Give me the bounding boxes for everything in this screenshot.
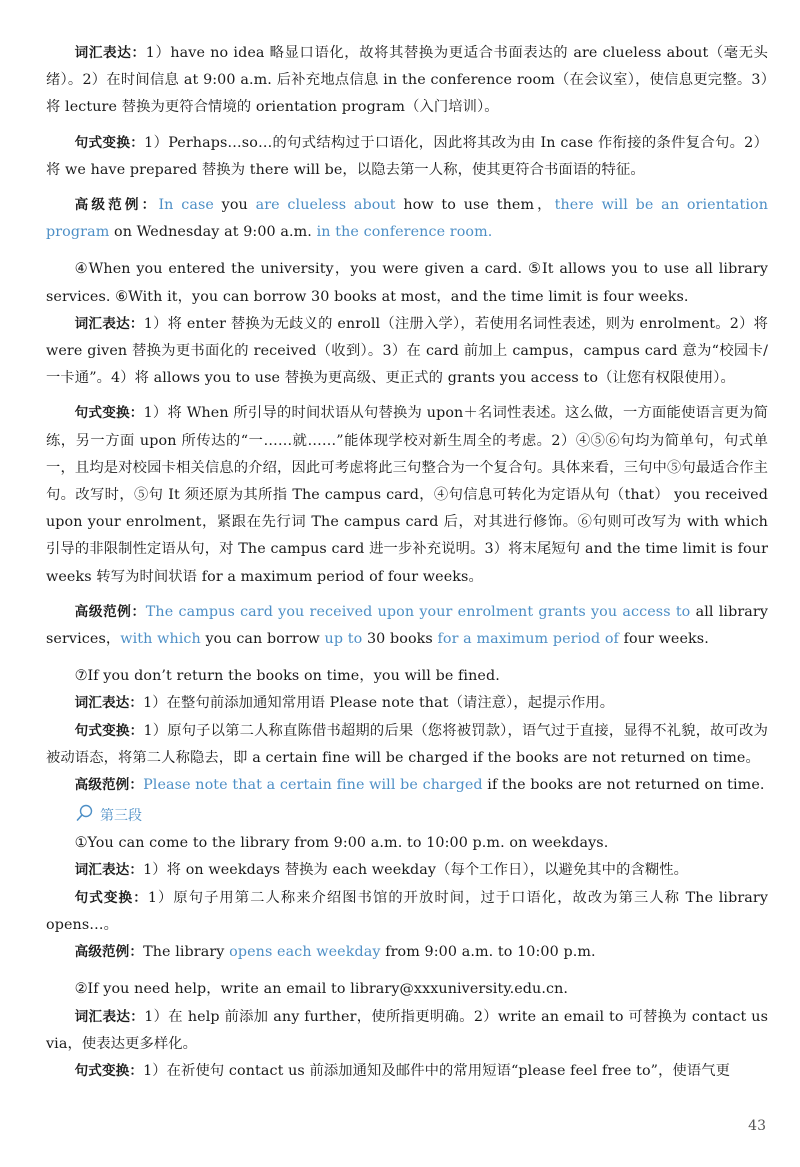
vocab-label: 词汇表达： (74, 315, 144, 332)
vocab-label: 词汇表达： (74, 695, 144, 712)
model-example-1: 高级范例：In case you are clueless about how to use them，there will be an orientation program on Wednesday at 9:00 a.m. in the conference room. (46, 197, 769, 241)
syntax-note-5: 句式变换：1）在祈使句 contact us 前添加通知及邮件中的常用短语“please feel free to”，使语气更 (74, 1062, 731, 1079)
model-label: 高级范例： (74, 777, 144, 794)
original-sentence-1: ①You can come to the library from 9:00 a.m. to 10:00 p.m. on weekdays. (74, 835, 609, 852)
vocab-label: 词汇表达： (74, 862, 144, 879)
vocab-note-2: 词汇表达：1）将 enter 替换为无歧义的 enroll（注册入学），若使用名词性表述，则为 enrolment。2）将were given 替换为更书面化的 received（收到）。3）在 card 前加上 campus，campus card 意为“校园卡/一卡通”。4）将 allows you to use 替换为更高级、更正式的 grants you access to（让您有权限使用）。 (46, 315, 769, 387)
vocab-label: 词汇表达： (74, 45, 146, 61)
page-number: 43 (748, 1118, 766, 1134)
syntax-label: 句式变换： (74, 1062, 144, 1079)
section-title: 第三段 (100, 807, 142, 824)
page-content (46, 40, 768, 1085)
vocab-note-1: 词汇表达：1）have no idea 略显口语化，故将其替换为更适合书面表达的 are clueless about（毫无头绪）。2）在时间信息 at 9:00 a.m. 后补充地点信息 in the conference room（在会议室），使信息更完整。3）将 lecture 替换为更符合情境的 orientation program（入门培训）。 (46, 45, 769, 116)
syntax-label: 句式变换： (74, 405, 144, 422)
model-label: 高级范例： (74, 197, 159, 214)
syntax-note-2: 句式变换：1）将 When 所引导的时间状语从句替换为 upon＋名词性表述。这么做，一方面能使语言更为简练，另一方面 upon 所传达的“一……就……”能体现学校对新生周全的考虑。2）④⑤⑥句均为简单句，句式单一，且均是对校园卡相关信息的介绍，因此可考虑将此三句整合为一个复合句。具体来看，三句中⑤句最适合作主句。改写时，⑤句 It 须还原为其所指 The campus card，④句信息可转化为定语从句（that） you received upon your enrolment，紧跟在先行词 The campus card 后，对其进行修饰。⑥句则可改写为 with which 引导的非限制性定语从句，对 The campus card 进一步补充说明。3）将末尾短句 and the time limit is four weeks 转写为时间状语 for a maximum period of four weeks。 (46, 405, 769, 585)
syntax-note-1: 句式变换：1）Perhaps…so…的句式结构过于口语化，因此将其改为由 In case 作衔接的条件复合句。2）将 we have prepared 替换为 there will be，以隐去第一人称，使其更符合书面语的特征。 (46, 134, 768, 178)
model-label: 高级范例： (74, 944, 144, 961)
vocab-note-4: 词汇表达：1）将 on weekdays 替换为 each weekday（每个工作日），以避免其中的含糊性。 (74, 862, 689, 879)
original-sentence-2: ②If you need help，write an email to library@xxxuniversity.edu.cn. (74, 981, 569, 998)
magnifier-icon (76, 804, 94, 826)
vocab-label: 词汇表达： (74, 1008, 145, 1025)
vocab-note-3: 词汇表达：1）在整句前添加通知常用语 Please note that（请注意），起提示作用。 (74, 695, 615, 712)
vocab-note-5: 词汇表达：1）在 help 前添加 any further，使所指更明确。2）write an email to 可替换为 contact us via，使表达更多样化。 (46, 1008, 769, 1052)
syntax-label: 句式变换： (74, 889, 148, 906)
model-example-3: 高级范例：Please note that a certain fine will be charged if the books are not returned on time. (74, 777, 765, 794)
model-label: 高级范例： (74, 603, 146, 620)
syntax-label: 句式变换： (74, 722, 144, 739)
model-example-4: 高级范例：The library opens each weekday from 9:00 a.m. to 10:00 p.m. (74, 944, 596, 961)
original-sentence-7: ⑦If you don’t return the books on time，you will be fined. (74, 668, 500, 685)
model-example-2: 高级范例：The campus card you received upon your enrolment grants you access to all library services，with which you can borrow up to 30 books for a maximum period of four weeks. (46, 603, 769, 648)
syntax-label: 句式变换： (74, 134, 145, 151)
syntax-note-4: 句式变换：1）原句子用第二人称来介绍图书馆的开放时间，过于口语化，故改为第三人称 The library opens…。 (46, 889, 769, 933)
section-heading-3 (76, 801, 768, 828)
syntax-note-3: 句式变换：1）原句子以第二人称直陈借书超期的后果（您将被罚款），语气过于直接，显得不礼貌，故可改为被动语态，将第二人称隐去，即 a certain fine will be charged if the books are not returned on time。 (46, 722, 769, 766)
original-sentences-456: ④When you entered the university，you were given a card. ⑤It allows you to use all library services. ⑥With it，you can borrow 30 books at most，and the time limit is four weeks. (46, 261, 768, 305)
